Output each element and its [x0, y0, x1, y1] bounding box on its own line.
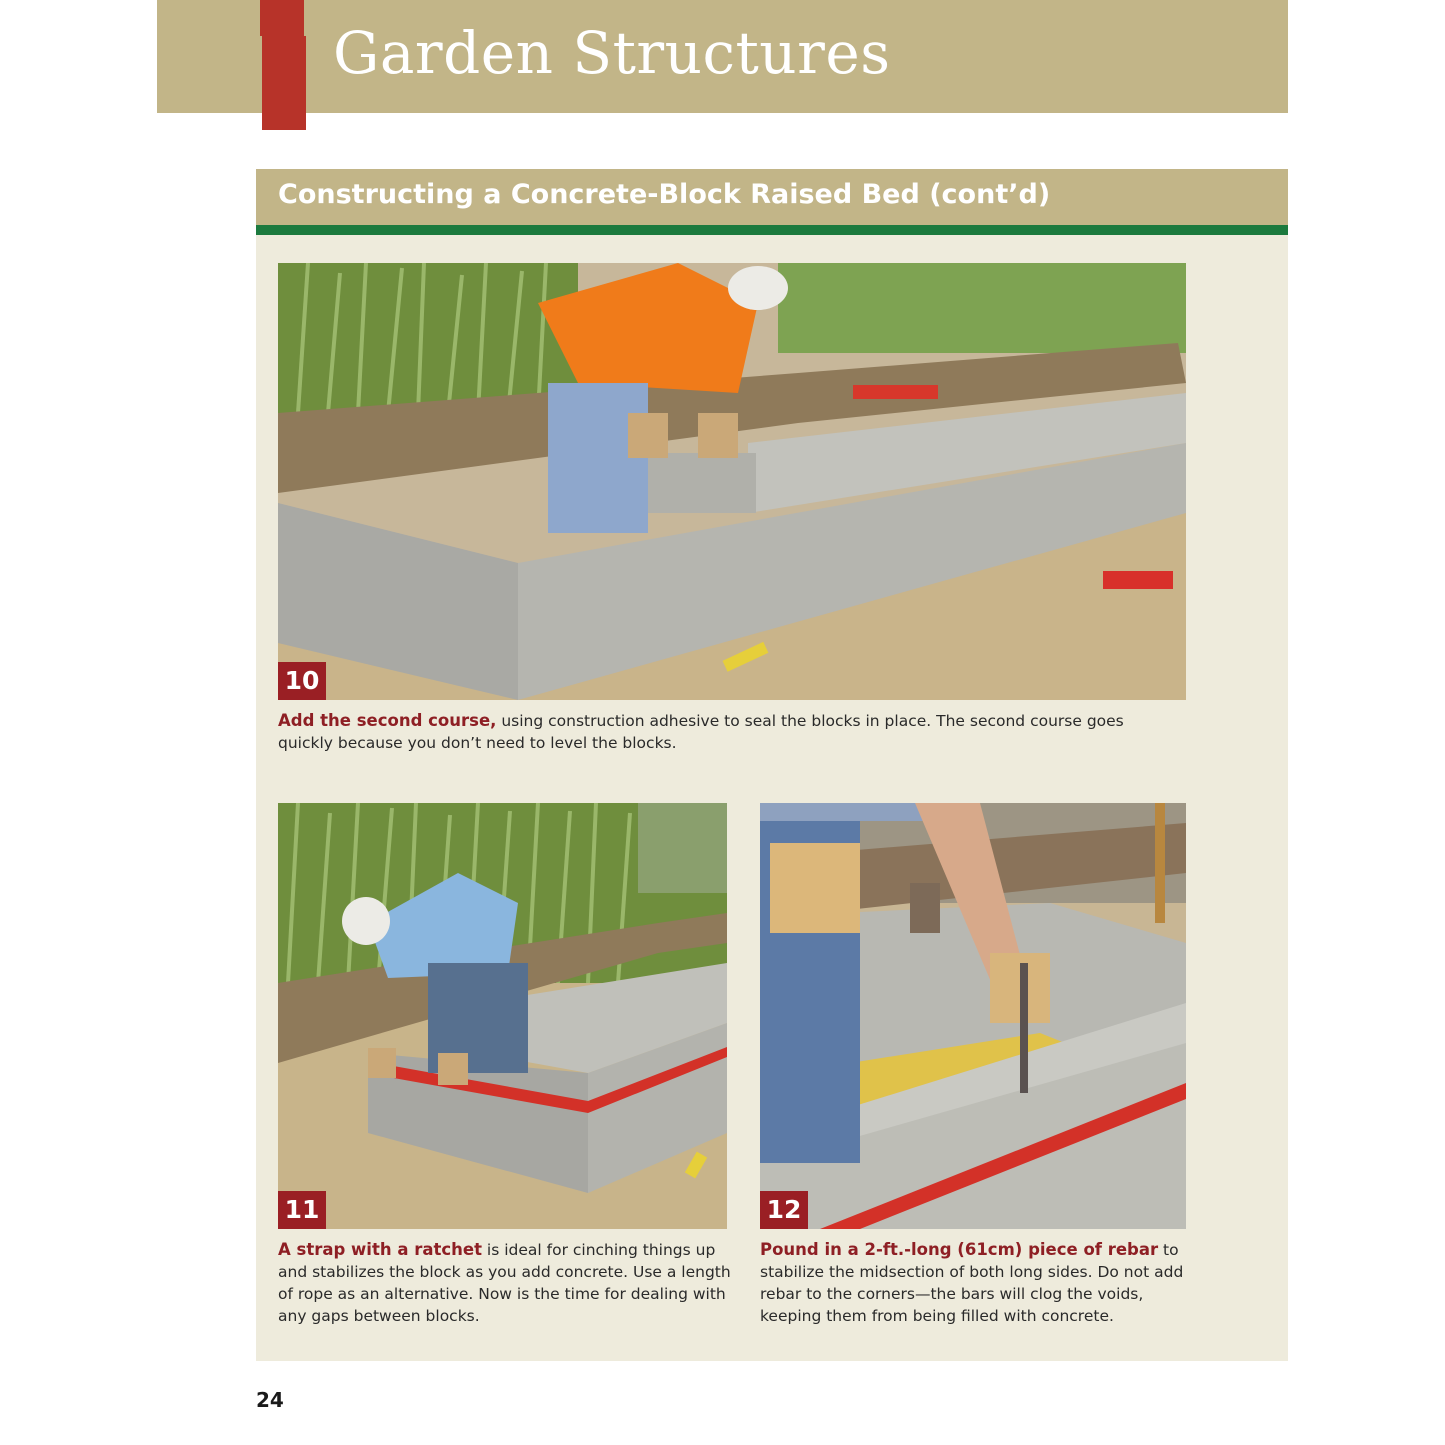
- section-divider: [256, 225, 1288, 235]
- step-10-photo: [278, 263, 1186, 700]
- step-12-text: to stabilize the midsection of both long sides. Do not add rebar to the corners—the bars will clog the voids, keeping them from being filled with concrete.: [760, 1241, 1184, 1325]
- chapter-number-graphic: [256, 0, 306, 130]
- step-11-text: is ideal for cinching things up and stabilizes the block as you add concrete. Use a length of rope as an alternative. Now is the time for dealing with any gaps between blocks.: [278, 1241, 731, 1325]
- page-number: 24: [256, 1388, 284, 1412]
- step-11-badge: 11: [278, 1191, 326, 1229]
- step-10-text: using construction adhesive to seal the blocks in place. The second course goes quickly because you don’t need to level the blocks.: [278, 712, 1124, 752]
- step-10-lead: Add the second course,: [278, 711, 497, 730]
- step-12-caption: [760, 1239, 1192, 1327]
- step-10-badge: 10: [278, 662, 326, 700]
- step-11-lead: A strap with a ratchet: [278, 1240, 482, 1259]
- step-12-photo: [760, 803, 1186, 1229]
- step-12-lead: Pound in a 2-ft.-long (61cm) piece of rebar: [760, 1240, 1159, 1259]
- step-11-caption: [278, 1239, 733, 1327]
- chapter-title: Garden Structures: [333, 19, 891, 87]
- step-11-photo: [278, 803, 727, 1229]
- step-10-caption: [278, 710, 1168, 754]
- step-12-badge: 12: [760, 1191, 808, 1229]
- section-title: Constructing a Concrete-Block Raised Bed (cont’d): [278, 179, 1051, 210]
